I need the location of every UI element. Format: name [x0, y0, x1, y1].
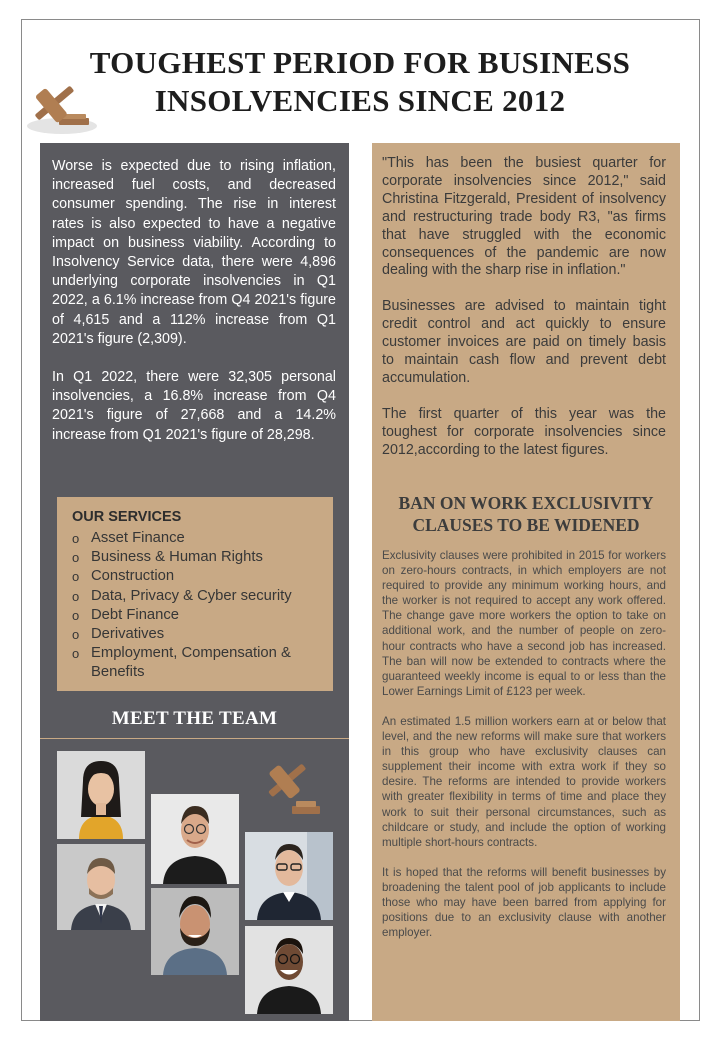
team-photo-man-beard: [151, 888, 239, 975]
team-heading: MEET THE TEAM: [111, 708, 278, 729]
bullet-icon: o: [72, 550, 80, 566]
body-paragraph-2: An estimated 1.5 million workers earn at or below that level, and the new reforms will make sure that workers in this group who have exclusivity clauses can supplement their income with extra work if they so desire. The reforms are intended to provide workers with greater flexibility in terms of time and place they work to suit their personal circumstances, such as childcare or study, and include the option of working multiple short-hours contracts.: [382, 714, 666, 849]
service-item: o Derivatives: [72, 625, 324, 644]
quote-text: [382, 155, 666, 460]
service-item: o Asset Finance: [72, 529, 324, 548]
team-photo-man-suit: [57, 844, 145, 930]
service-item: o Business & Human Rights: [72, 548, 324, 567]
page-title: TOUGHEST PERIOD FOR BUSINESS INSOLVENCIES SINCE 2012: [89, 45, 631, 118]
intro-paragraph-1: Worse is expected due to rising inflation, increased fuel costs, and decreased consumer spending. The rise in interest rates is also expected to have a negative impact on business viability. According to Insolvency Service data, there were 4,896 underlying corporate insolvencies in Q1 2022, a 6.1% increase from Q4 2021's figure of 4,615 and a 112% increase from Q1 2021's figure (2,309).: [52, 158, 336, 347]
service-item: o Employment, Compensation & Benefits: [72, 645, 291, 681]
section-heading: BAN ON WORK EXCLUSIVITY CLAUSES TO BE WIDENED: [398, 493, 654, 535]
service-item: o Data, Privacy & Cyber security: [72, 587, 324, 606]
bullet-icon: o: [72, 627, 80, 643]
intro-paragraph-2: In Q1 2022, there were 32,305 personal insolvencies, a 16.8% increase from Q4 2021's figure of 27,668 and a 14.2% increase from Q1 2021's figure of 28,298.: [52, 369, 336, 443]
bullet-icon: o: [72, 588, 80, 604]
services-box: [57, 497, 333, 691]
gavel-icon: [262, 756, 324, 818]
quote-paragraph: "This has been the busiest quarter for corporate insolvencies since 2012," said Christina Fitzgerald, President of insolvency and restructuring trade body R3, "as firms that have struggled with the economic consequences of the pandemic are now dealing with the sharp rise in inflation.": [382, 155, 666, 279]
team-photo-woman-yellow: [57, 751, 145, 839]
bullet-icon: o: [72, 646, 80, 662]
summary-paragraph: The first quarter of this year was the toughest for corporate insolvencies since 2012,according to the latest figures.: [382, 405, 666, 458]
team-divider: [40, 738, 349, 739]
body-paragraph-1: Exclusivity clauses were prohibited in 2015 for workers on zero-hours contracts, in which employers are not required to provide any minimum working hours, and the worker is not required to accept any work offered. The change gave more workers the option to take on additional work, and the number of people on zero-hour contracts who have a second job has increased. The ban will now be extended to contracts where the guaranteed weekly income is equal to or less than the Lower Earnings Limit of £123 per week.: [382, 549, 666, 698]
bullet-icon: o: [72, 607, 80, 623]
advice-paragraph: Businesses are advised to maintain tight credit control and act quickly to ensure customer invoices are paid on timely basis to maintain cash flow and prevent debt accumulation.: [382, 298, 666, 386]
services-list: [72, 529, 324, 683]
services-heading: OUR SERVICES: [72, 509, 182, 525]
bullet-icon: o: [72, 531, 80, 546]
gavel-icon: [26, 76, 98, 136]
team-photo-man-black-shirt: [151, 794, 239, 884]
service-item: o Construction: [72, 567, 324, 586]
bullet-icon: o: [72, 569, 80, 585]
section-body: [382, 548, 666, 940]
right-column: [372, 143, 680, 1021]
service-item: o Debt Finance: [72, 606, 324, 625]
intro-text: [52, 157, 336, 445]
left-column: [40, 143, 349, 1021]
team-photo-man-glasses: [245, 832, 333, 920]
team-photo-man-smiling: [245, 926, 333, 1014]
body-paragraph-3: It is hoped that the reforms will benefit businesses by broadening the talent pool of job applicants to include those who may have been barred from applying for positions due to an exclusivity clause with another employer.: [382, 865, 666, 940]
